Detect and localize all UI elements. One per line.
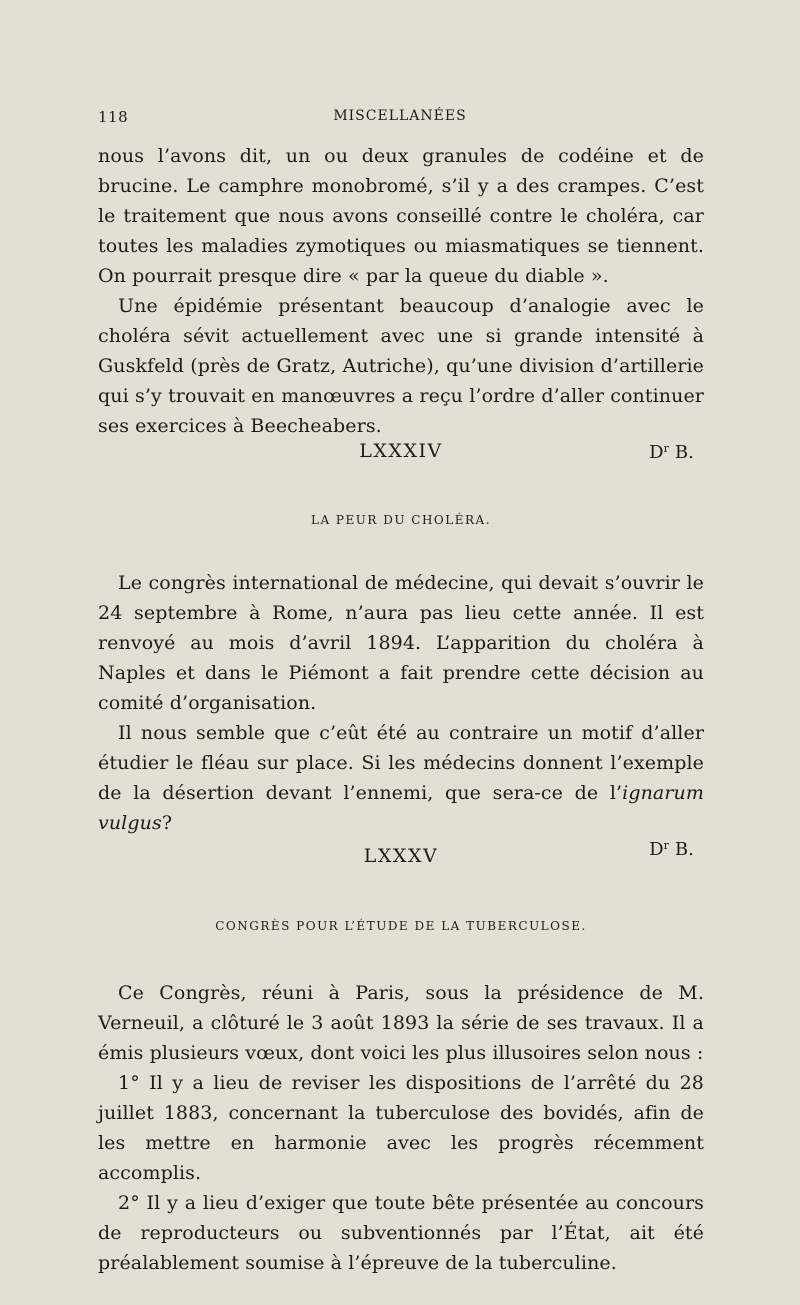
paragraph: nous l’avons dit, un ou deux granules de codéine et de brucine. Le camphre monobromé, s’il y a des crampes. C’est le traitement que nous avons conseillé contre le choléra, car toutes les maladies zymotiques ou miasmatiques se tiennent. On pourrait presque dire « par la queue du diable ». [98,145,704,287]
page-number: 118 [98,108,129,126]
section-text-block [98,568,704,862]
paragraph: Une épidémie présentant beaucoup d’analogie avec le choléra sévit actuellement avec une si grande intensité à Guskfeld (près de Gratz, Autriche), qu’une division d’artillerie qui s’y trouvait en manœuvres a reçu l’ordre d’aller continuer ses exercices à Beecheabers. [98,295,704,437]
section-number: LXXXV [363,845,439,867]
paragraph: 2° Il y a lieu d’exiger que toute bête présentée au concours de reproducteurs ou subventionnés par l’État, ait été préalablement soumise à l’épreuve de la tuberculine. [98,1192,704,1274]
signature: $D^r$ B. [649,839,694,860]
signature: $D^r$ B. [649,442,694,463]
section-title: CONGRÈS POUR L’ÉTUDE DE LA TUBERCULOSE. [215,919,587,933]
paragraph: 1° Il y a lieu de reviser les dispositions de l’arrêté du 28 juillet 1883, concernant la tuberculose des bovidés, afin de les mettre en harmonie avec les progrès récemment accomplis. [98,1072,704,1184]
running-title: MISCELLANÉES [333,108,467,124]
section-title: LA PEUR DU CHOLÉRA. [310,513,492,527]
page-header [98,108,702,132]
paragraph: Ce Congrès, réuni à Paris, sous la présidence de M. Verneuil, a clôturé le 3 août 1893 la série de ses travaux. Il a émis plusieurs vœux, dont voici les plus illusoires selon nous : [98,982,704,1064]
section-number: LXXXIV [359,440,443,462]
section-text-block [98,978,704,1278]
paragraph: Il nous semble que c’eût été au contraire un motif d’aller étudier le fléau sur place. Si les médecins donnent l’exemple de la désertion devant l’ennemi, que sera-ce de l’ignarum vulgus? [98,722,704,834]
continued-text-block [98,141,704,465]
paragraph: Le congrès international de médecine, qui devait s’ouvrir le 24 septembre à Rome, n’aura pas lieu cette année. Il est renvoyé au mois d’avril 1894. L’apparition du choléra à Naples et dans le Piémont a fait prendre cette décision au comité d’organisation. [98,572,704,714]
